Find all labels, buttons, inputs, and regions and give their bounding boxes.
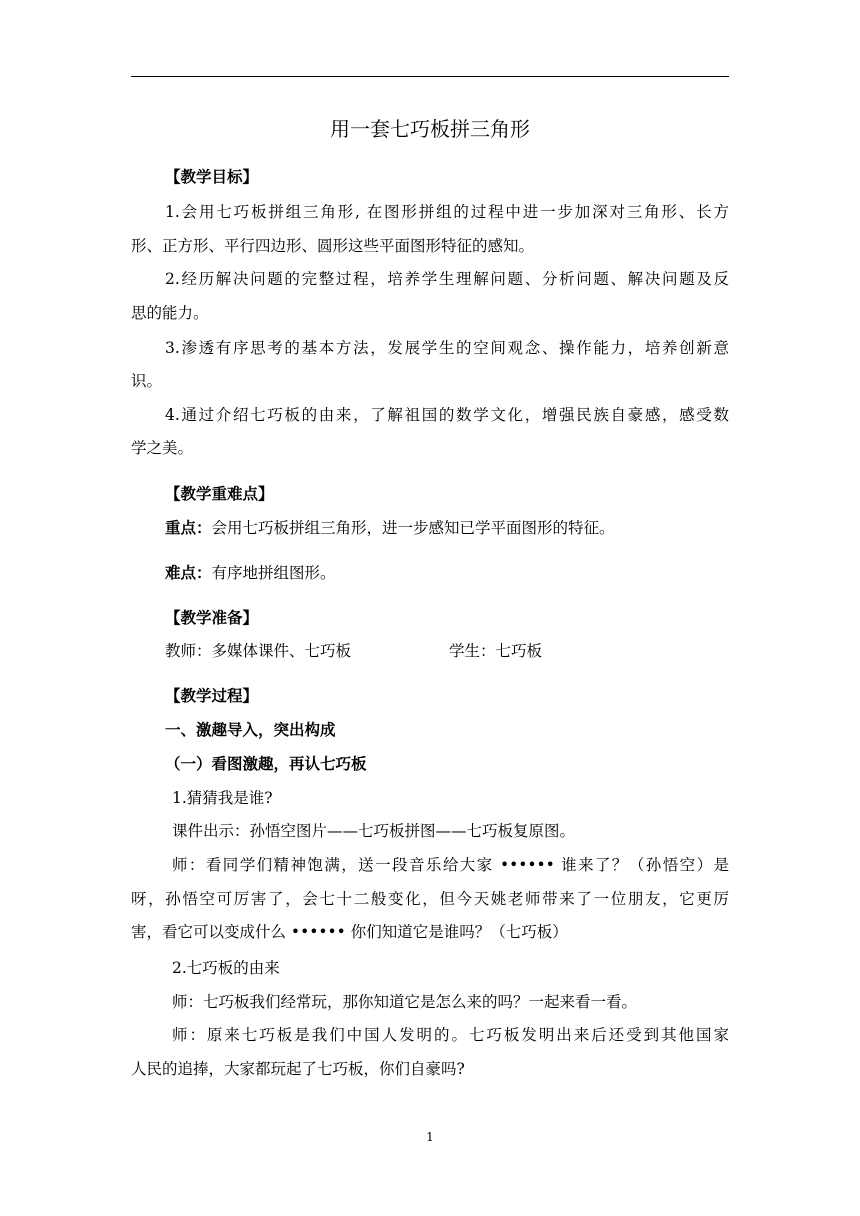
process-heading: 【教学过程】: [165, 686, 259, 705]
objective-2-line-1: 2.经历解决问题的完整过程，培养学生理解问题、分析问题、解决问题及反: [165, 270, 729, 288]
focus-line: [165, 517, 615, 539]
teacher-speech-1-line-3: 害，看它可以变成什么 •••••• 你们知道它是谁吗？（七巧板）: [131, 923, 568, 941]
item-1-heading: 1.猜猜我是谁?: [172, 789, 273, 807]
difficulty-line: [165, 562, 336, 584]
teacher-speech-1-line-2: 呀，孙悟空可厉害了，会七十二般变化，但今天姚老师带来了一位朋友，它更厉: [131, 890, 729, 908]
teacher-speech-2: 师：七巧板我们经常玩，那你知道它是怎么来的吗？一起来看一看。: [172, 993, 638, 1011]
difficulty-text: 有序地拼组图形。: [211, 564, 336, 582]
objective-3-line-1: 3.渗透有序思考的基本方法，发展学生的空间观念、操作能力，培养创新意: [165, 339, 729, 357]
page-number: 1: [426, 1130, 434, 1144]
header-rule: [131, 76, 729, 77]
objective-3-line-2: 识。: [131, 372, 163, 390]
section-1-heading: 一、激趣导入，突出构成: [165, 720, 336, 739]
objectives-heading: 【教学目标】: [165, 167, 259, 186]
key-points-heading: 【教学重难点】: [165, 484, 274, 503]
teacher-speech-1-line-1: 师：看同学们精神饱满，送一段音乐给大家 •••••• 谁来了？（孙悟空）是: [172, 856, 729, 874]
objective-2-line-2: 思的能力。: [131, 304, 209, 322]
student-preparation: 学生：七巧板: [449, 642, 543, 660]
teacher-speech-3-line-1: 师：原来七巧板是我们中国人发明的。七巧板发明出来后还受到其他国家: [172, 1026, 729, 1044]
difficulty-label: 难点：: [165, 563, 212, 582]
focus-label: 重点：: [165, 518, 212, 537]
preparation-heading: 【教学准备】: [165, 608, 259, 627]
teacher-preparation: 教师：多媒体课件、七巧板: [165, 642, 352, 660]
courseware-line: 课件出示：孙悟空图片——七巧板拼图——七巧板复原图。: [172, 822, 576, 840]
teacher-speech-3-line-2: 人民的追捧，大家都玩起了七巧板，你们自豪吗?: [131, 1060, 465, 1078]
objective-1-line-2: 形、正方形、平行四边形、圆形这些平面图形特征的感知。: [131, 237, 535, 255]
focus-text: 会用七巧板拼组三角形，进一步感知已学平面图形的特征。: [211, 519, 615, 537]
document-title: 用一套七巧板拼三角形: [330, 117, 530, 141]
objective-1-line-1: 1.会用七巧板拼组三角形, 在图形拼组的过程中进一步加深对三角形、长方: [165, 203, 729, 221]
subsection-1-heading: （一）看图激趣，再认七巧板: [165, 754, 367, 773]
objective-4-line-2: 学之美。: [131, 439, 194, 457]
item-2-heading: 2.七巧板的由来: [172, 959, 280, 977]
objective-4-line-1: 4.通过介绍七巧板的由来，了解祖国的数学文化，增强民族自豪感，感受数: [165, 406, 729, 424]
